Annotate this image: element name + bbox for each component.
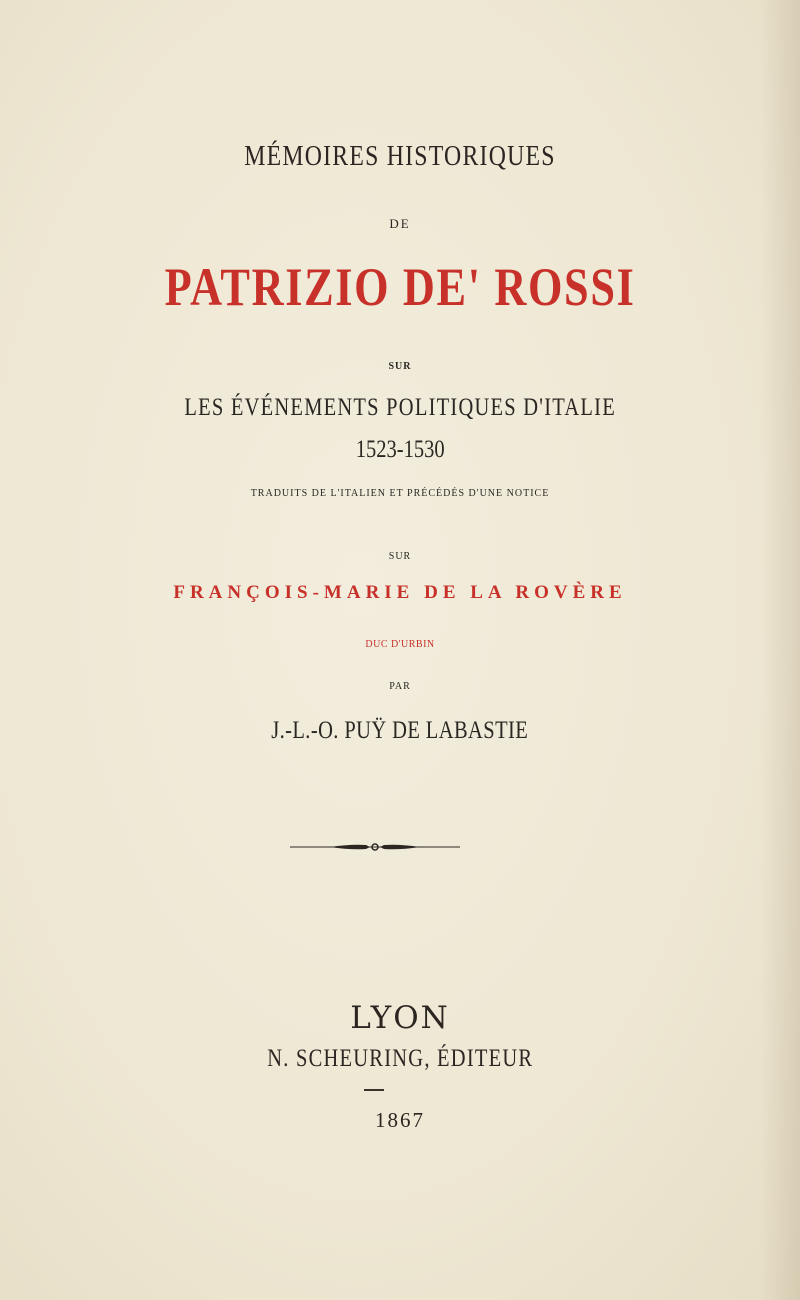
connector-par [0,681,800,692]
title-line [0,140,800,173]
translation-note-text: TRADUITS DE L'ITALIEN ET PRÉCÉDÉS D'UNE NOTICE [250,488,550,499]
imprint-publisher [0,1045,800,1073]
imprint-year-text: 1867 [375,1108,425,1132]
imprint-city [0,1000,800,1036]
subject-author-name-text: PATRIZIO DE' ROSSI [164,257,636,317]
author-line [0,717,800,745]
connector-sur-2-text: SUR [388,551,412,562]
rule-ornament-icon [290,838,460,856]
translation-note [0,488,800,499]
notice-subject-text: FRANÇOIS-MARIE DE LA ROVÈRE [173,582,627,603]
connector-par-text: PAR [389,681,411,692]
notice-subject-title [0,639,800,650]
imprint-publisher-text: N. SCHEURING, ÉDITEUR [266,1045,534,1072]
author-text: J.-L.-O. PUŸ DE LABASTIE [271,717,529,744]
notice-subject [0,582,800,604]
notice-subject-title-text: DUC D'URBIN [365,639,435,650]
subject-text: LES ÉVÉNEMENTS POLITIQUES D'ITALIE [184,394,616,421]
imprint-year [0,1108,800,1133]
connector-sur-text: SUR [388,361,412,372]
title-text: MÉMOIRES HISTORIQUES [244,140,556,172]
page-edge-shadow [760,0,800,1300]
connector-de [0,216,800,232]
imprint-divider [364,1089,384,1091]
subject-line [0,394,800,422]
connector-sur [0,361,800,372]
subject-author-name [0,256,800,318]
connector-sur-2 [0,551,800,562]
imprint-city-text: LYON [350,1000,450,1036]
years-text: 1523-1530 [355,436,445,463]
connector-de-text: DE [389,216,411,231]
years-line [0,436,800,464]
